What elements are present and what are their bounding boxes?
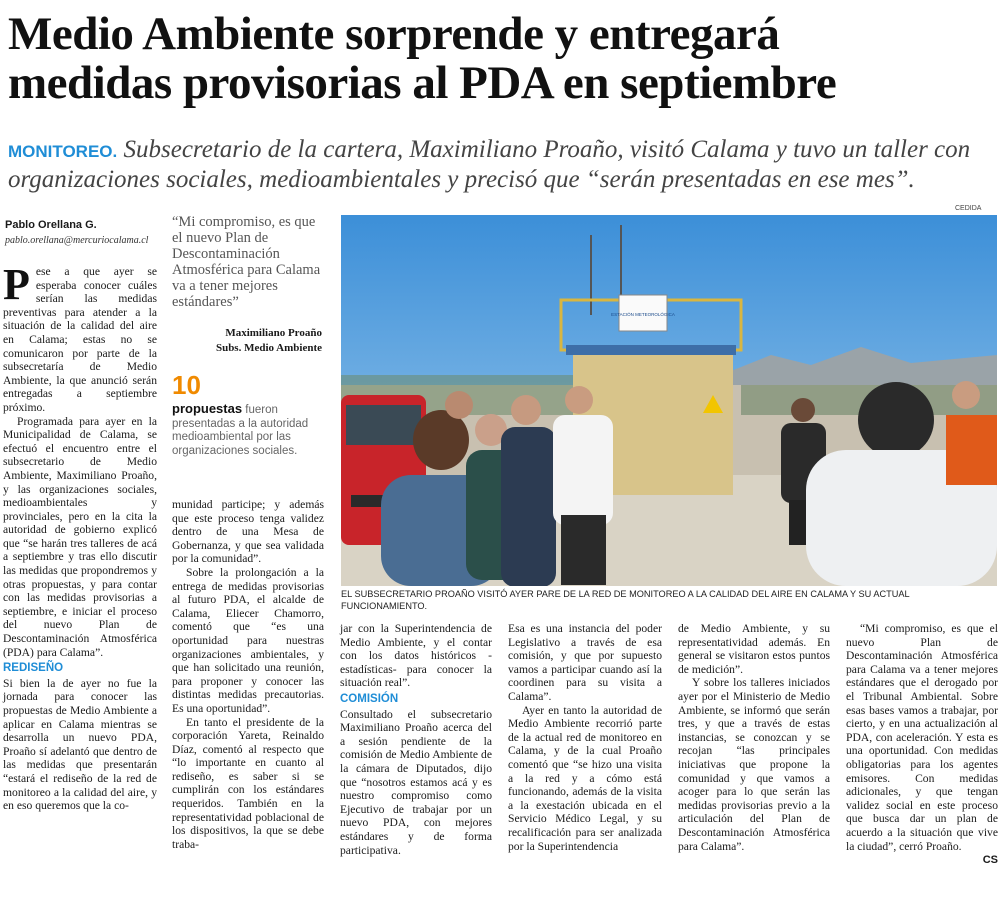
paragraph: Ayer en tanto la autoridad de Medio Ambiente recorrió parte de la actual red de monitoreo en Calama, y de la cual Proaño comentó que “se hizo una visita a la red y a cómo está funcionando, además de la visita a la exestación ubicada en el Servicio Médico Legal, y su recalificación para ser analizada por la Superintendencia: [508, 703, 662, 853]
station-sign: ESTACIÓN METEOROLÓGICA: [611, 312, 675, 317]
subheading-comision: COMISIÓN: [340, 692, 399, 705]
deck-text: Subsecretario de la cartera, Maximiliano Proaño, visitó Calama y tuvo un taller con organizaciones sociales, medioambientales y precisó que “serán presentadas en ese mes”.: [8, 136, 971, 193]
pull-quote-attribution: [172, 326, 322, 356]
headline-line-1: Medio Ambiente sorprende y entregará: [8, 8, 780, 60]
stat-label: propuestas: [172, 401, 243, 416]
article-column-1: [3, 260, 157, 813]
stat-number: 10: [172, 370, 201, 400]
byline-email[interactable]: pablo.orellana@mercuriocalama.cl: [5, 235, 149, 246]
paragraph: jar con la Superintendencia de Medio Ambiente, y el contar con los datos históricos -estadísticas- para conocer la situación real”.: [340, 622, 492, 690]
paragraph: En tanto el presidente de la corporación Yareta, Reinaldo Díaz, comentó al respecto que “lo importante en cuanto al rediseño, es saber si se cumplirán con los estándares requeridos. También en la representatividad poblacional de los dispositivos, la que se debe traba-: [172, 715, 324, 851]
article-column-3: [340, 622, 492, 857]
headline-line-2: medidas provisorias al PDA en septiembre: [8, 57, 837, 109]
article-column-4: [508, 622, 662, 853]
end-mark: CS: [982, 854, 998, 867]
drop-cap: P: [3, 260, 30, 309]
deck: [8, 136, 998, 194]
pull-quote: “Mi compromiso, es que el nuevo Plan de Descontaminación Atmosférica para Calama va a tener mejores estándares”: [172, 214, 321, 310]
article-column-6: [846, 622, 998, 868]
paragraph: Sobre la prolongación a la entrega de medidas provisorias al futuro PDA, el alcalde de Calama, Eliecer Chamorro, comentó que “es una oportunidad para nuestras organizaciones ambientales, y que han solicitado una reunión, para proponer y conocer las distintas medidas precautorias. Es una oportunidad”.: [172, 565, 324, 715]
stat-text: [172, 402, 324, 458]
paragraph: munidad participe; y además que este proceso tenga validez dentro de una Mesa de Gobernanza, y que sea validada por la comunidad”.: [172, 498, 324, 566]
article-photo: [341, 215, 997, 586]
photo-caption: EL SUBSECRETARIO PROAÑO VISITÓ AYER PARE DE LA RED DE MONITOREO A LA CALIDAD DEL AIRE EN CALAMA Y SU ACTUAL FUNCIONAMIENTO.: [341, 589, 910, 611]
deck-kicker: MONITOREO.: [8, 142, 118, 161]
photo-credit: CEDIDA: [955, 205, 982, 212]
stat-description: fueron presentadas a la autoridad medioambiental por las organizaciones sociales.: [172, 404, 309, 457]
paragraph: Y sobre los talleres iniciados ayer por el Ministerio de Medio Ambiente, se informó que serán tres, y que a través de estas instancias, se conozcan y se recojan “las principales iniciativas que propone la comunidad y que vamos a acoger para lo que serán las medidas provisorias previo a la articulación del Plan de Descontaminación Atmosférica para Calama”.: [678, 676, 830, 853]
subheading-rediseno: REDISEÑO: [3, 662, 64, 675]
closing-quote: “Mi compromiso, es que el nuevo Plan de Descontaminación Atmosférica para Calama va a tener mejores estándares que el derogado por el Tribunal Ambiental. Sobre esas bases vamos a trabajar, por cierto, y en una actualización al PDA, con aceleración. Y esta es una oportunidad. Con medidas obligatorias para los agentes emisores. Con medidas adicionales, y que tengan validez social en este proceso que busca dar un plan de acuerdo a la situación que vive la ciudad”, cerró Proaño.: [846, 622, 998, 853]
article-column-5: [678, 622, 830, 853]
paragraph: Esa es una instancia del poder Legislativo a través de esa comisión, y que por supuesto vamos a participar cuando así la coordinen para su visita a Calama”.: [508, 622, 662, 703]
paragraph: Programada para ayer en la Municipalidad de Calama, se efectuó el encuentro entre el subsecretario de Medio Ambiente, Maximiliano Proaño, y las organizaciones sociales, medioambientales y provinciales, pero en la cita la autoridad de gobierno explicó que “se harán tres talleres de acá a septiembre y tras ello discutir las medidas que propondremos y otras propuestas, y para contar con las medidas provisorias a septiembre, e iniciar el proceso del nuevo Plan de Descontaminación Atmosférica (PDA) para Calama”.: [3, 414, 157, 659]
article-column-2: [172, 498, 324, 851]
paragraph: ese a que ayer se esperaba conocer cuáles serían las medidas preventivas para atender a la situación de la calidad del aire en Calama; estas no se comunicaron por parte de la subsecretaría de Medio Ambiente, la que anunció serán entregadas a septiembre próximo.: [3, 265, 157, 414]
pull-quote-role: Subs. Medio Ambiente: [215, 342, 322, 354]
pull-quote-name: Maximiliano Proaño: [225, 327, 322, 339]
paragraph: Si bien la de ayer no fue la jornada para conocer las propuestas de Medio Ambiente a aplicar en Calama mientras se desarrolla un nuevo PDA, Proaño sí adelantó que dentro de las medidas que presentarán “estará el rediseño de la red de monitoreo a la calidad del aire, y en eso queremos que la co-: [3, 676, 157, 813]
byline-name: Pablo Orellana G.: [5, 219, 97, 231]
paragraph: de Medio Ambiente, y su representatividad además. En general se visitaron estos puntos de medición”.: [678, 622, 830, 676]
headline: [8, 10, 998, 108]
paragraph: Consultado el subsecretario Maximiliano Proaño acerca del a sesión pendiente de la comisión de Medio Ambiente de la cámara de Diputados, dijo que “nosotros estamos acá y es nuestro compromiso como Ejecutivo de trabajar por un nuevo PDA, con mejores estándares y de forma participativa.: [340, 707, 492, 857]
